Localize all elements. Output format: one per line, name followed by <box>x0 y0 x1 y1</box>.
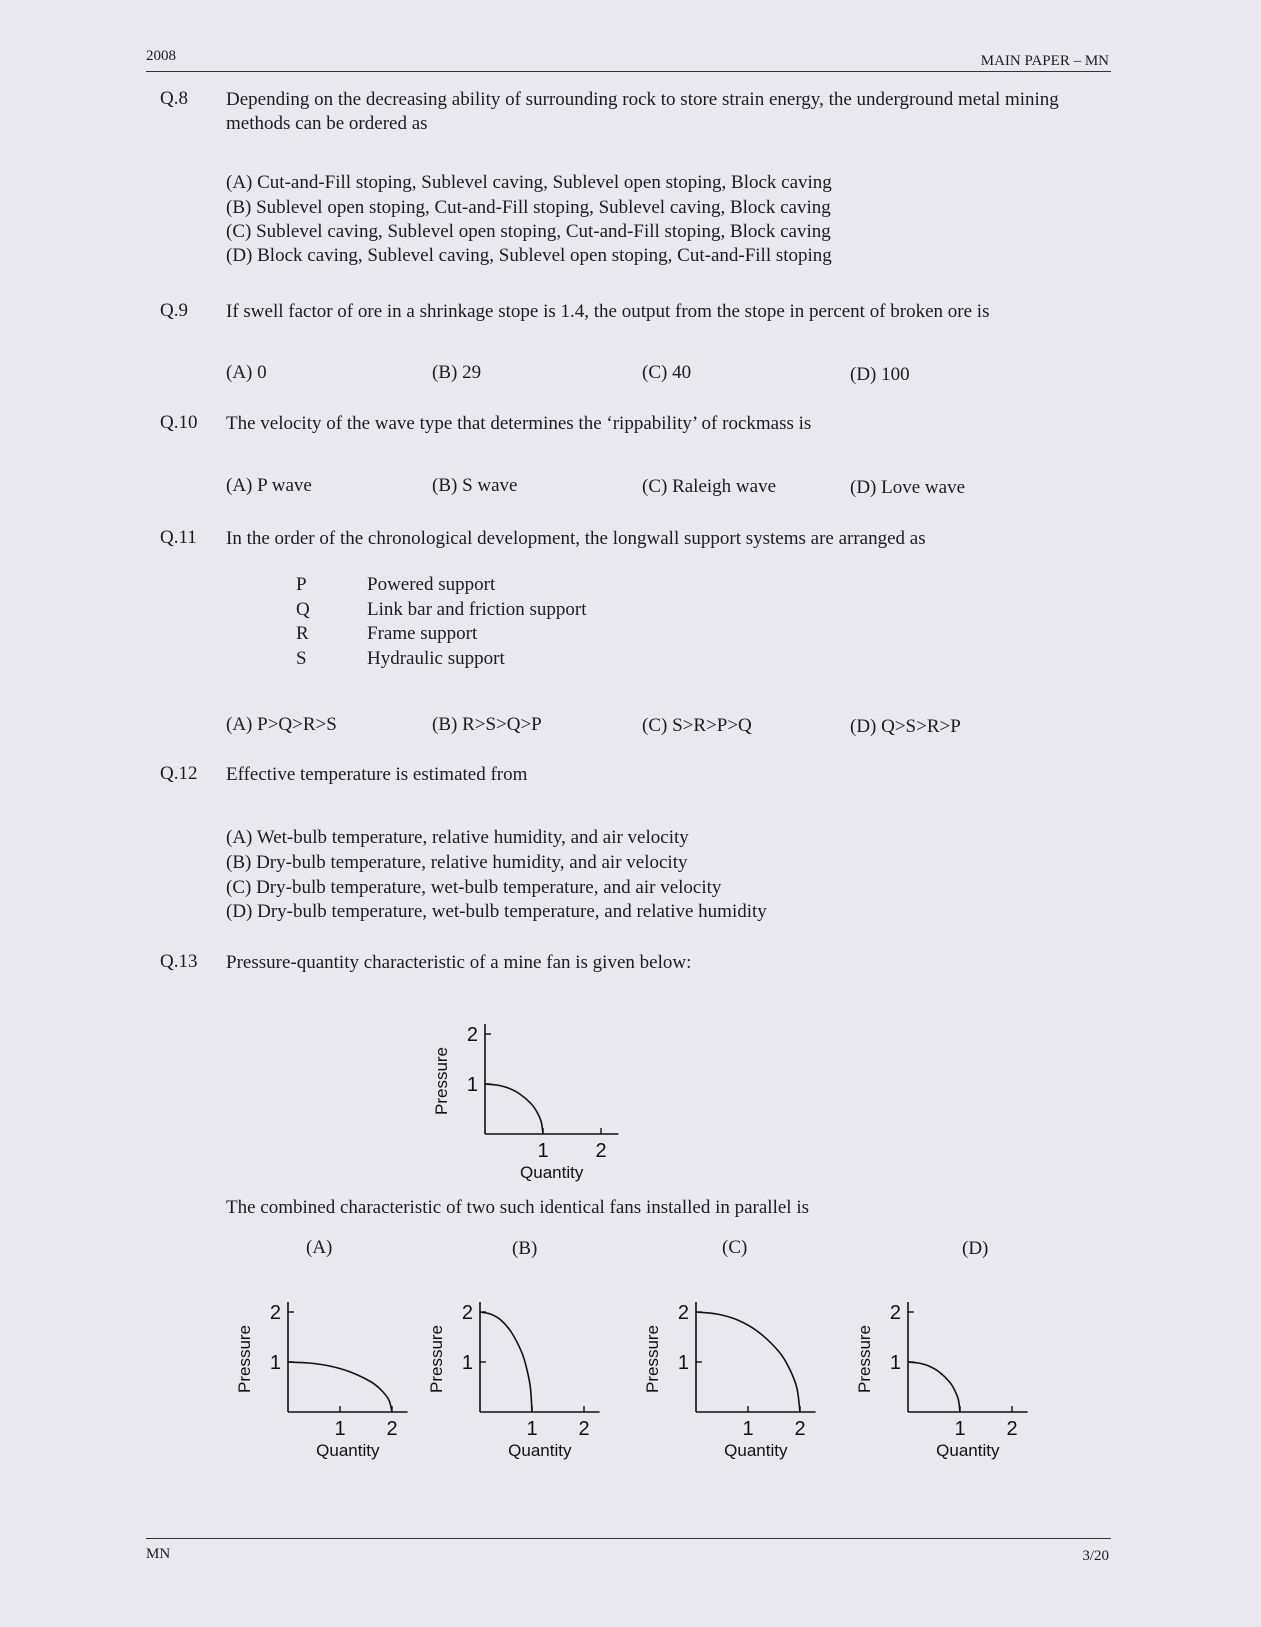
footer-page-number: 3/20 <box>1082 1548 1109 1564</box>
y-tick-label: 2 <box>461 1302 473 1324</box>
header-paper-title: MAIN PAPER – MN <box>980 53 1109 69</box>
footer-rule <box>146 1538 1111 1539</box>
q12-option-d: (D) Dry-bulb temperature, wet-bulb temperature, and relative humidity <box>226 901 767 922</box>
q11-option-b: (B) R>S>Q>P <box>432 714 542 735</box>
q13-option-label-b: (B) <box>512 1238 538 1259</box>
footer-code: MN <box>146 1546 171 1562</box>
x-tick-label: 1 <box>526 1418 538 1440</box>
q9-option-d: (D) 100 <box>850 364 910 385</box>
x-tick-label: 2 <box>794 1418 806 1440</box>
y-tick-label: 2 <box>269 1302 281 1324</box>
header-year: 2008 <box>146 48 176 64</box>
q11-option-a: (A) P>Q>R>S <box>226 714 337 735</box>
q8-option-d: (D) Block caving, Sublevel caving, Sublevel open stoping, Cut-and-Fill stoping <box>226 245 832 266</box>
x-axis-label: Quantity <box>520 1163 584 1182</box>
x-tick-label: 1 <box>537 1140 549 1162</box>
q10-option-d: (D) Love wave <box>850 477 966 498</box>
q8-option-a: (A) Cut-and-Fill stoping, Sublevel caving, Sublevel open stoping, Block caving <box>226 172 832 193</box>
q8-text: Depending on the decreasing ability of surrounding rock to store strain energy, the underground metal mining methods can be ordered as <box>226 89 1059 134</box>
q11-number: Q.11 <box>160 527 197 548</box>
q11-item-text: Frame support <box>367 623 478 644</box>
q11-item-text: Link bar and friction support <box>367 599 587 620</box>
y-tick-label: 1 <box>461 1352 473 1374</box>
x-tick-label: 2 <box>595 1140 607 1162</box>
x-tick-label: 2 <box>578 1418 590 1440</box>
q10-option-a: (A) P wave <box>226 475 312 496</box>
q9-option-a: (A) 0 <box>226 362 267 383</box>
q12-number: Q.12 <box>160 763 198 784</box>
q8-option-b: (B) Sublevel open stoping, Cut-and-Fill stoping, Sublevel caving, Block caving <box>226 197 831 218</box>
q11-item-code: P <box>296 574 307 595</box>
x-axis-label: Quantity <box>508 1441 572 1460</box>
q10-number: Q.10 <box>160 412 198 433</box>
q11-item-code: Q <box>296 599 310 620</box>
q11-item-text: Hydraulic support <box>367 648 505 669</box>
q13-followup-text: The combined characteristic of two such identical fans installed in parallel is <box>226 1197 809 1218</box>
y-axis-label: Pressure <box>643 1324 662 1394</box>
q13-option-label-c: (C) <box>722 1237 748 1258</box>
q10-text: The velocity of the wave type that determines the ‘rippability’ of rockmass is <box>226 413 812 434</box>
q8-option-c: (C) Sublevel caving, Sublevel open stoping, Cut-and-Fill stoping, Block caving <box>226 221 831 242</box>
y-axis-label: Pressure <box>855 1324 874 1394</box>
q9-option-b: (B) 29 <box>432 362 482 383</box>
x-axis-label: Quantity <box>936 1441 1000 1460</box>
y-tick-label: 2 <box>889 1302 901 1324</box>
x-tick-label: 2 <box>1006 1418 1018 1440</box>
y-axis-label: Pressure <box>432 1046 451 1116</box>
chart-group <box>855 1302 1028 1460</box>
q11-option-d: (D) Q>S>R>P <box>850 716 961 737</box>
x-tick-label: 1 <box>334 1418 346 1440</box>
x-axis-label: Quantity <box>316 1441 380 1460</box>
x-tick-label: 1 <box>954 1418 966 1440</box>
y-tick-label: 1 <box>269 1352 281 1374</box>
q13-number: Q.13 <box>160 951 198 972</box>
q8-number: Q.8 <box>160 88 188 109</box>
x-axis-label: Quantity <box>724 1441 788 1460</box>
y-tick-label: 1 <box>889 1352 901 1374</box>
y-tick-label: 1 <box>466 1074 478 1096</box>
y-tick-label: 2 <box>466 1024 478 1046</box>
x-tick-label: 1 <box>742 1418 754 1440</box>
q11-option-c: (C) S>R>P>Q <box>642 715 752 736</box>
q11-item-text: Powered support <box>367 574 496 595</box>
q11-item-code: R <box>296 623 309 644</box>
characteristic-curve <box>908 1362 960 1412</box>
q9-option-c: (C) 40 <box>642 362 692 383</box>
y-axis-label: Pressure <box>427 1324 446 1394</box>
q12-option-a: (A) Wet-bulb temperature, relative humidity, and air velocity <box>226 827 689 848</box>
q9-text: If swell factor of ore in a shrinkage stope is 1.4, the output from the stope in percent of broken ore is <box>226 301 990 322</box>
q13-text: Pressure-quantity characteristic of a mine fan is given below: <box>226 952 692 973</box>
q12-text: Effective temperature is estimated from <box>226 764 528 785</box>
q12-option-b: (B) Dry-bulb temperature, relative humidity, and air velocity <box>226 852 688 873</box>
y-axis-label: Pressure <box>235 1324 254 1394</box>
q12-option-c: (C) Dry-bulb temperature, wet-bulb temperature, and air velocity <box>226 877 722 898</box>
q11-text: In the order of the chronological development, the longwall support systems are arranged as <box>226 528 926 549</box>
q13-option-label-a: (A) <box>306 1237 333 1258</box>
y-tick-label: 1 <box>677 1352 689 1374</box>
q9-number: Q.9 <box>160 300 188 321</box>
q13-option-label-d: (D) <box>962 1238 989 1259</box>
y-tick-label: 2 <box>677 1302 689 1324</box>
x-tick-label: 2 <box>386 1418 398 1440</box>
q10-option-c: (C) Raleigh wave <box>642 476 777 497</box>
q10-option-b: (B) S wave <box>432 475 518 496</box>
q11-item-code: S <box>296 648 307 669</box>
